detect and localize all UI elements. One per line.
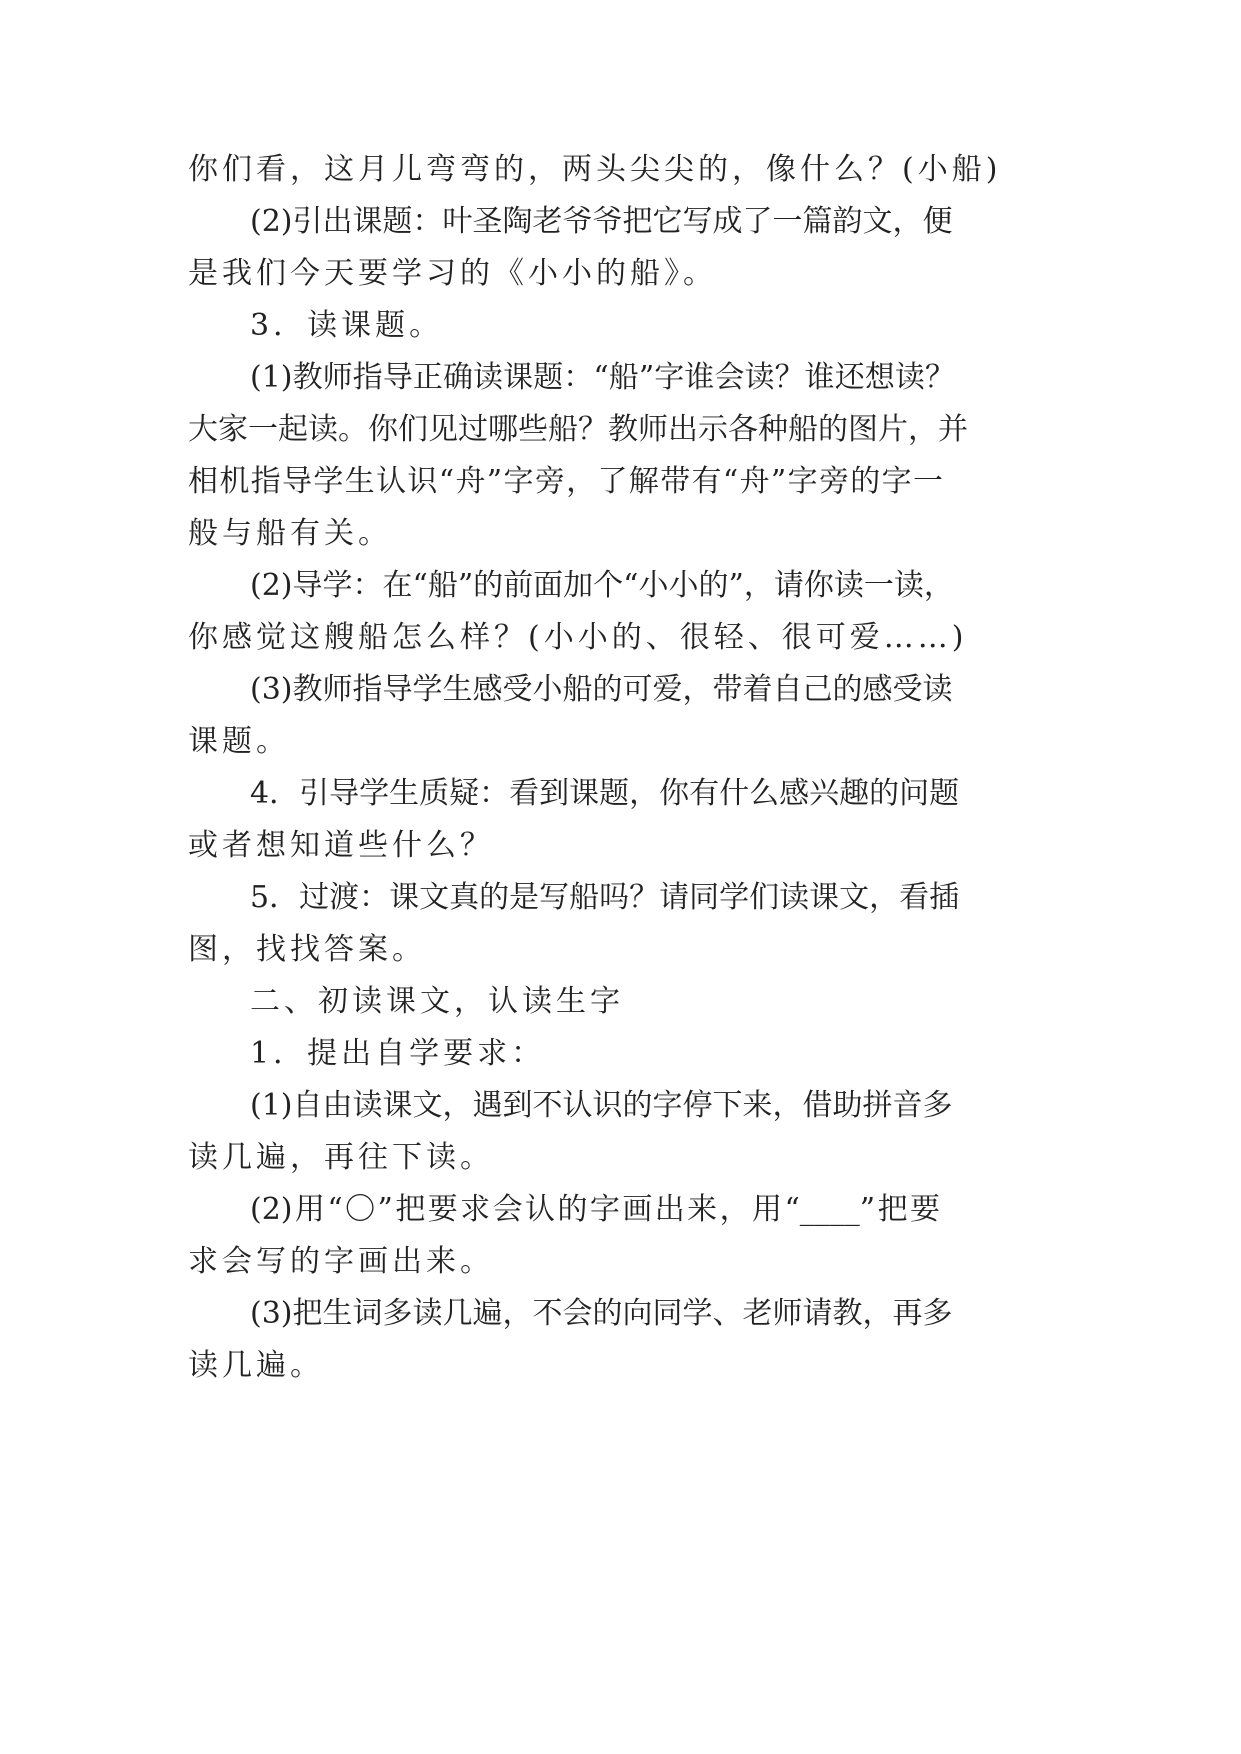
text-line: (2)用“〇”把要求会认的字画出来，用“____”把要 [250,1192,940,1227]
text-line: 或者想知道些什么？ [188,828,494,863]
text-line: 课题。 [188,724,290,759]
text-line: (3)把生词多读几遍，不会的向同学、老师请教，再多 [250,1296,953,1331]
text-line: 般与船有关。 [188,516,392,551]
text-line: 读几遍，再往下读。 [188,1140,494,1175]
text-line: 3．读课题。 [250,308,444,343]
text-line: (3)教师指导学生感受小船的可爱，带着自己的感受读 [250,672,953,707]
text-line: (1)自由读课文，遇到不认识的字停下来，借助拼音多 [250,1088,953,1123]
text-line: (2)引出课题：叶圣陶老爷爷把它写成了一篇韵文，便 [250,204,953,239]
text-line: 5．过渡：课文真的是写船吗？请同学们读课文，看插 [250,880,960,915]
text-line: 是我们今天要学习的《小小的船》。 [188,256,717,291]
text-line: 大家一起读。你们见过哪些船？教师出示各种船的图片，并 [188,412,968,447]
text-line: 4．引导学生质疑：看到课题，你有什么感兴趣的问题 [250,776,960,811]
text-line: 相机指导学生认识“舟”字旁，了解带有“舟”字旁的字一 [188,464,943,499]
text-line: 读几遍。 [188,1348,324,1383]
text-line: 求会写的字画出来。 [188,1244,494,1279]
text-line: (2)导学：在“船”的前面加个“小小的”，请你读一读， [250,568,954,603]
text-line: 1．提出自学要求： [250,1036,546,1071]
text-line: (1)教师指导正确读课题：“船”字谁会读？谁还想读？ [250,360,955,395]
text-line: 图，找找答案。 [188,932,426,967]
section-heading: 二、初读课文，认读生字 [250,984,624,1019]
text-line: 你们看，这月儿弯弯的，两头尖尖的，像什么？(小船) [188,152,1002,187]
text-line: 你感觉这艘船怎么样？(小小的、很轻、很可爱……) [188,620,968,655]
